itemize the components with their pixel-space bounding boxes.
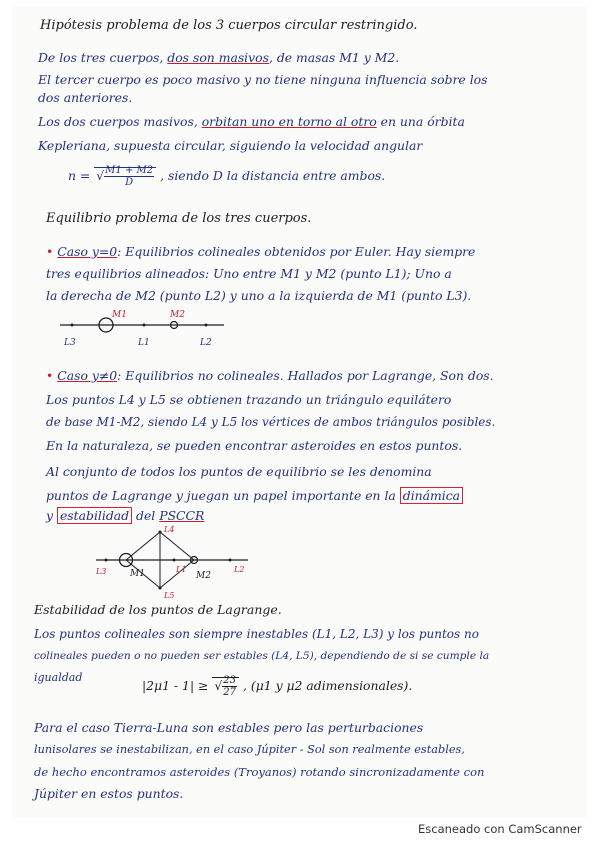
case2-line-2: Los puntos L4 y L5 se obtienen trazando un triángulo equilátero [46, 392, 452, 407]
lagrange-points-diagram [92, 524, 262, 602]
case2-line-7-y: y [46, 508, 53, 523]
intro-line-5: Kepleriana, supuesta circular, siguiendo la velocidad angular [38, 138, 423, 153]
diagram1-label-m1: M1 [112, 310, 127, 320]
boxed-dinamica: dinámica [400, 487, 463, 504]
diagram2-label-l1: L1 [176, 565, 187, 574]
closing-line-2: lunisolares se inestabilizan, en el caso Júpiter - Sol son realmente estables, [34, 743, 465, 756]
case2-line-7-del: del [136, 508, 156, 523]
intro-line-1-underlined: dos son masivos [167, 50, 269, 65]
case1-bullet: • [46, 244, 54, 259]
diagram2-label-l2: L2 [234, 565, 245, 574]
formula-n [68, 164, 385, 188]
section2-line-2: colineales pueden o no pueden ser estables (L4, L5), dependiendo de si se cumple la [34, 650, 490, 662]
diagram2-label-l5: L5 [164, 591, 175, 600]
stability-formula-numerator: 23 [223, 675, 237, 686]
closing-line-4: Júpiter en estos puntos. [34, 786, 184, 801]
diagram2-label-m2: M2 [196, 571, 211, 581]
case2-line-1 [46, 368, 494, 384]
intro-line-1 [38, 50, 399, 66]
case2-bullet: • [46, 368, 54, 383]
scanned-page [12, 6, 587, 818]
closing-line-1: Para el caso Tierra-Luna son estables pero las perturbaciones [34, 720, 424, 735]
intro-line-4-underlined: orbitan uno en torno al otro [201, 114, 377, 129]
formula-n-text: , siendo D la distancia entre ambos. [160, 168, 386, 183]
camscanner-footer: Escaneado con CamScanner [418, 822, 582, 836]
diagram1-label-l1: L1 [138, 338, 150, 348]
diagram2-label-l4: L4 [164, 525, 175, 534]
stability-formula-fraction [222, 675, 237, 698]
case2-line-7 [46, 508, 204, 524]
diagram1-label-m2: M2 [170, 310, 185, 320]
formula-n-denominator: D [125, 177, 134, 188]
intro-line-4-c: en una órbita [376, 114, 465, 129]
section2-line-1: Los puntos colineales son siempre inestables (L1, L2, L3) y los puntos no [34, 627, 479, 641]
intro-line-4 [38, 114, 465, 130]
formula-n-fraction [104, 165, 154, 188]
stability-formula-lhs: |2μ1 - 1| ≥ [142, 678, 209, 693]
diagram1-label-l3: L3 [64, 338, 76, 348]
intro-line-4-a: Los dos cuerpos masivos, [38, 114, 202, 129]
collinear-diagram [56, 305, 256, 351]
diagram1-label-l2: L2 [200, 338, 212, 348]
case1-line-2: tres equilibrios alineados: Uno entre M1 y M2 (punto L1); Uno a [46, 266, 452, 281]
case1-line-3: la derecha de M2 (punto L2) y uno a la izquierda de M1 (punto L3). [46, 288, 472, 303]
case1-line-1 [46, 244, 475, 260]
section1-heading: Equilibrio problema de los tres cuerpos. [46, 211, 312, 226]
case2-line-6 [46, 488, 463, 504]
case2-line-5: Al conjunto de todos los puntos de equilibrio se les denomina [46, 464, 432, 479]
stability-formula-denominator: 27 [223, 687, 237, 698]
diagram2-label-m1: M1 [130, 569, 145, 579]
intro-line-1-c: , de masas M1 y M2. [268, 50, 400, 65]
case2-text: : Equilibrios no colineales. Hallados por Lagrange, Son dos. [117, 368, 494, 383]
case2-line-4: En la naturaleza, se pueden encontrar asteroides en estos puntos. [46, 438, 463, 453]
intro-line-3: dos anteriores. [38, 90, 133, 105]
case2-label: Caso y≠0 [57, 368, 118, 383]
section2-line-3: igualdad [34, 671, 83, 684]
boxed-estabilidad: estabilidad [57, 507, 132, 524]
stability-formula-root: √ $\frac{23}{27}$ [212, 677, 239, 693]
formula-n-lhs: n = [68, 168, 91, 183]
case2-line-3: de base M1-M2, siendo L4 y L5 los vértices de ambos triángulos posibles. [46, 415, 496, 429]
case2-line-6-text: puntos de Lagrange y juegan un papel importante en la [46, 488, 396, 503]
stability-formula-rest: , (μ1 y μ2 adimensionales). [242, 678, 413, 693]
case1-label: Caso y=0 [57, 244, 118, 259]
formula-n-numerator: M1 + M2 [105, 165, 154, 176]
intro-line-2: El tercer cuerpo es poco masivo y no tiene ninguna influencia sobre los [38, 72, 488, 87]
case2-line-7-psccr: PSCCR [159, 508, 205, 523]
stability-formula [142, 674, 412, 698]
formula-n-root: √ $\frac{M1 + M2}{D}$ [94, 167, 156, 183]
intro-line-1-a: De los tres cuerpos, [38, 50, 168, 65]
section2-heading: Estabilidad de los puntos de Lagrange. [34, 602, 282, 617]
case1-text: : Equilibrios colineales obtenidos por Euler. Hay siempre [117, 244, 476, 259]
page-title: Hipótesis problema de los 3 cuerpos circular restringido. [40, 18, 418, 33]
closing-line-3: de hecho encontramos asteroides (Troyanos) rotando sincronizadamente con [34, 765, 485, 779]
diagram2-label-l3: L3 [96, 567, 107, 576]
